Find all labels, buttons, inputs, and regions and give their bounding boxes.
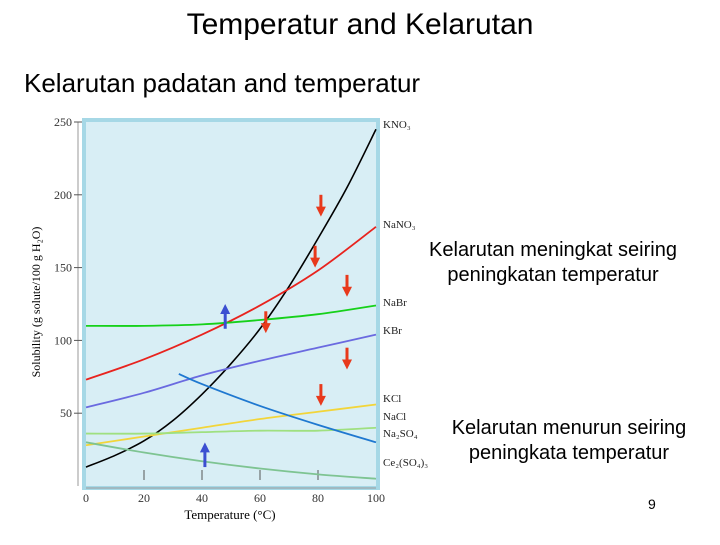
y-tick-label: 50 bbox=[60, 406, 72, 421]
y-tick-label: 250 bbox=[54, 115, 72, 129]
series-label: Ce₂(SO₄)₃ bbox=[383, 457, 429, 469]
x-axis-label: Temperature (°C) bbox=[184, 507, 276, 522]
series-label: KNO₃ bbox=[383, 119, 411, 131]
x-tick-label: 0 bbox=[83, 491, 89, 505]
series-label: NaNO₃ bbox=[383, 219, 416, 231]
note-decrease: Kelarutan menurun seiring peningkata temperatur bbox=[451, 417, 687, 464]
note-increase: Kelarutan meningkat seiring peningkatan temperatur bbox=[429, 239, 677, 286]
slide-title: Temperatur and Kelarutan bbox=[186, 8, 534, 41]
series-label: NaCl bbox=[383, 411, 407, 423]
series-label: KBr bbox=[383, 325, 402, 337]
x-tick-label: 20 bbox=[138, 491, 150, 505]
series-labels bbox=[383, 119, 428, 469]
y-axis-label: Solubility (g solute/100 g H₂O) bbox=[29, 226, 43, 378]
series-label: KCl bbox=[383, 393, 402, 405]
x-tick-label: 100 bbox=[367, 491, 385, 505]
x-tick-label: 80 bbox=[312, 491, 324, 505]
page-number: 9 bbox=[648, 496, 656, 512]
series-label: Na₂SO₄ bbox=[383, 428, 418, 440]
y-tick-label: 100 bbox=[54, 333, 72, 348]
slide-subtitle: Kelarutan padatan and temperatur bbox=[24, 68, 421, 98]
series-label: NaBr bbox=[383, 297, 407, 309]
y-tick-label: 150 bbox=[54, 260, 72, 275]
y-tick-label: 200 bbox=[54, 187, 72, 202]
x-tick-label: 40 bbox=[196, 491, 208, 505]
x-tick-label: 60 bbox=[254, 491, 266, 505]
